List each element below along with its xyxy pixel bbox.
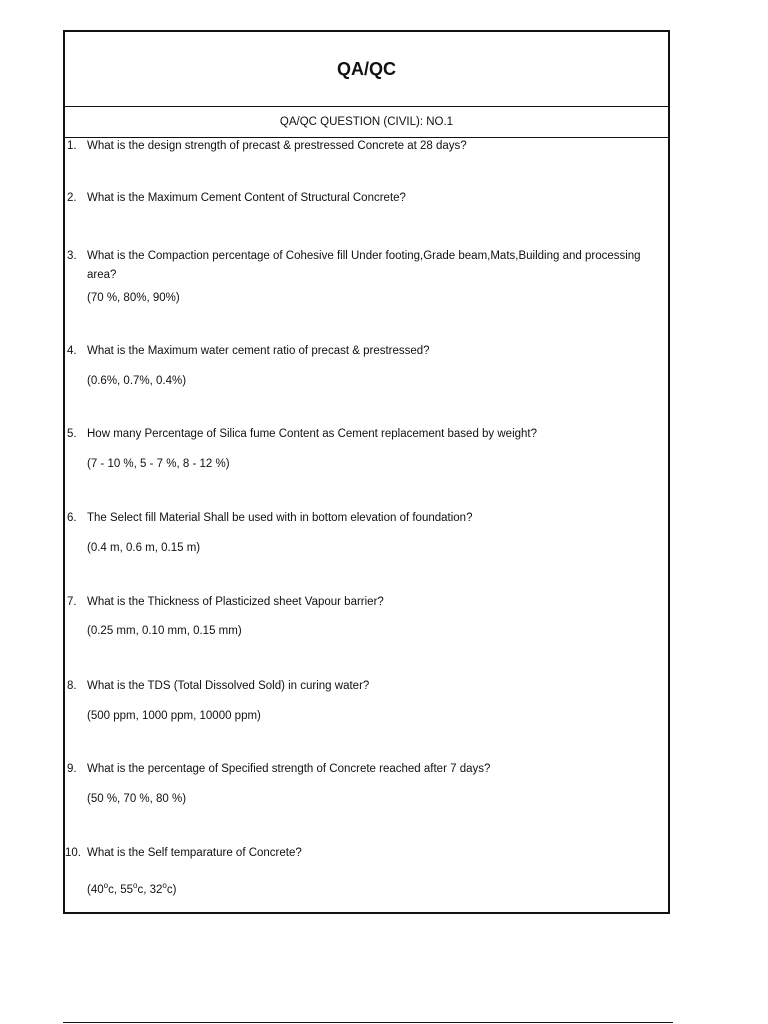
question-text: What is the Thickness of Plasticized sheet Vapour barrier? (87, 596, 384, 608)
question-number: 4. (67, 345, 77, 357)
question-options: (0.6%, 0.7%, 0.4%) (87, 375, 187, 387)
question-options: (0.4 m, 0.6 m, 0.15 m) (87, 542, 201, 554)
qa-qc-sheet (63, 30, 670, 914)
question-text: The Select fill Material Shall be used with in bottom elevation of foundation? (87, 512, 473, 524)
question-number: 6. (67, 512, 77, 524)
question-number: 2. (67, 192, 77, 204)
question-text: What is the design strength of precast & prestressed Concrete at 28 days? (87, 140, 467, 152)
question-number: 1. (67, 140, 77, 152)
question-options: (50 %, 70 %, 80 %) (87, 793, 187, 805)
question-options: (500 ppm, 1000 ppm, 10000 ppm) (87, 710, 261, 722)
question-text: How many Percentage of Silica fume Content as Cement replacement based by weight? (87, 428, 538, 440)
question-options: (70 %, 80%, 90%) (87, 292, 180, 304)
question-text: What is the percentage of Specified strength of Concrete reached after 7 days? (87, 763, 491, 775)
question-number: 8. (67, 680, 77, 692)
question-options: (40$^o$c, 55$^o$c, 32$^o$c) (87, 881, 177, 896)
question-number: 5. (67, 428, 77, 440)
question-text: What is the Maximum Cement Content of Structural Concrete? (87, 192, 406, 204)
page-bottom-rule (63, 1022, 673, 1023)
question-text: What is the Maximum water cement ratio of precast & prestressed? (87, 345, 430, 357)
question-number: 7. (67, 596, 77, 608)
question-text: What is the Compaction percentage of Cohesive fill Under footing,Grade beam,Mats,Building and processing area? (87, 250, 641, 281)
question-number: 10. (65, 847, 81, 859)
question-number: 3. (67, 250, 77, 262)
question-text: What is the Self temparature of Concrete? (87, 847, 302, 859)
page-title: QA/QC (65, 32, 668, 107)
question-number: 9. (67, 763, 77, 775)
question-text: What is the TDS (Total Dissolved Sold) in curing water? (87, 680, 370, 692)
question-options: (0.25 mm, 0.10 mm, 0.15 mm) (87, 625, 242, 637)
page-subtitle: QA/QC QUESTION (CIVIL): NO.1 (65, 106, 668, 138)
question-options: (7 - 10 %, 5 - 7 %, 8 - 12 %) (87, 458, 230, 470)
